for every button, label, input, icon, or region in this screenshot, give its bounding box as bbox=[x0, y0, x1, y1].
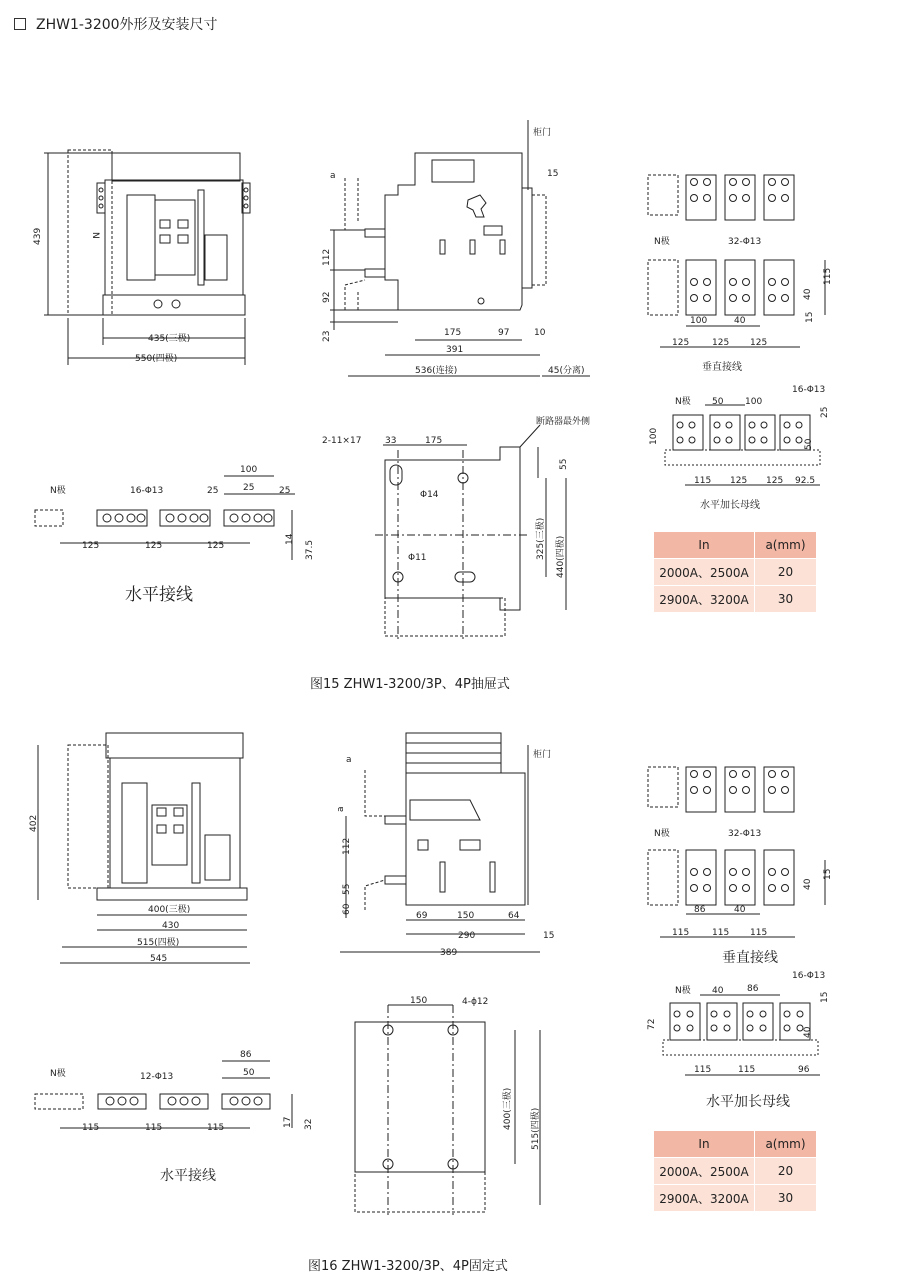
fig15-b-925: 92.5 bbox=[795, 476, 816, 486]
fig16-busbar bbox=[663, 995, 820, 1075]
table-cell: 20 bbox=[755, 559, 817, 586]
table-cell: 2000A、2500A bbox=[654, 559, 755, 586]
fig16-caption: 图16 ZHW1-3200/3P、4P固定式 bbox=[308, 1259, 508, 1274]
fig15-b-115: 115 bbox=[694, 476, 712, 486]
fig15-mount-440: 440(四极) bbox=[556, 535, 566, 578]
fig15-mount-slot: 2-11×17 bbox=[322, 436, 362, 446]
fig16-front-515: 515(四极) bbox=[137, 938, 180, 948]
table-cell: 30 bbox=[755, 586, 817, 613]
fig15-side-92: 92 bbox=[322, 291, 332, 303]
fig16-current-table bbox=[654, 1131, 816, 1211]
fig15-v-40b: 40 bbox=[803, 288, 813, 300]
fig16-h-17: 17 bbox=[283, 1116, 293, 1128]
fig16-b-holes: 16-Φ13 bbox=[792, 971, 826, 981]
fig15-mount-33: 33 bbox=[385, 436, 397, 446]
fig15-b-100: 100 bbox=[745, 397, 763, 407]
fig16-mount-515: 515(四极) bbox=[531, 1107, 541, 1150]
fig16-v-40: 40 bbox=[734, 905, 746, 915]
fig16-b-n: N极 bbox=[675, 986, 691, 996]
fig15-v-100: 100 bbox=[690, 316, 708, 326]
fig15-side-door: 柜门 bbox=[533, 128, 552, 138]
fig15-v-holes: 32-Φ13 bbox=[728, 237, 762, 247]
fig15-side-45: 45(分离) bbox=[548, 366, 585, 376]
table-header: a(mm) bbox=[755, 1131, 817, 1158]
fig16-front-view bbox=[38, 733, 250, 963]
fig16-front-height: 402 bbox=[29, 814, 39, 832]
fig15-b-n: N极 bbox=[675, 397, 691, 407]
fig16-v-115a: 115 bbox=[672, 928, 690, 938]
fig16-side-door: 柜门 bbox=[533, 750, 552, 760]
fig16-front-545: 545 bbox=[150, 954, 168, 964]
fig15-b-50v: 50 bbox=[804, 438, 814, 450]
fig15-h-125b: 125 bbox=[145, 541, 163, 551]
fig15-b-125a: 125 bbox=[730, 476, 748, 486]
fig16-h-n: N极 bbox=[50, 1069, 66, 1079]
table-row bbox=[654, 559, 816, 586]
fig15-h-14: 14 bbox=[285, 533, 295, 545]
fig15-v-40: 40 bbox=[734, 316, 746, 326]
fig16-side-a: a bbox=[346, 755, 352, 765]
fig15-vertical-label: 垂直接线 bbox=[702, 362, 742, 373]
page-title: ZHW1-3200外形及安装尺寸 bbox=[36, 17, 218, 33]
fig15-h-100: 100 bbox=[240, 465, 258, 475]
fig16-side-69: 69 bbox=[416, 911, 428, 921]
table-header: a(mm) bbox=[755, 532, 817, 559]
fig16-side-112: 112 bbox=[342, 837, 352, 855]
table-row bbox=[654, 1185, 816, 1212]
fig15-mount-325: 325(三极) bbox=[536, 517, 546, 560]
fig16-v-115c: 115 bbox=[750, 928, 768, 938]
fig15-h-holes: 16-Φ13 bbox=[130, 486, 164, 496]
fig15-mount-phi11: Φ11 bbox=[408, 553, 427, 563]
fig15-mount-phi14: Φ14 bbox=[420, 490, 439, 500]
table-cell: 2000A、2500A bbox=[654, 1158, 755, 1185]
table-header: In bbox=[654, 532, 755, 559]
table-row bbox=[654, 586, 816, 613]
fig16-b-115b: 115 bbox=[738, 1065, 756, 1075]
fig16-vertical-label: 垂直接线 bbox=[722, 950, 778, 966]
fig15-mount-55: 55 bbox=[559, 458, 569, 470]
fig16-v-115b: 115 bbox=[712, 928, 730, 938]
fig16-h-115c: 115 bbox=[207, 1123, 225, 1133]
fig16-v-n: N极 bbox=[654, 829, 670, 839]
fig15-side-23: 23 bbox=[322, 330, 332, 342]
fig16-side-290: 290 bbox=[458, 931, 476, 941]
fig16-v-86: 86 bbox=[694, 905, 706, 915]
fig15-h-25a: 25 bbox=[207, 486, 219, 496]
fig15-h-25c: 25 bbox=[279, 486, 291, 496]
fig15-horizontal-title: 水平接线 bbox=[125, 585, 193, 605]
fig16-h-32: 32 bbox=[304, 1118, 314, 1130]
fig15-mount-175: 175 bbox=[425, 436, 443, 446]
table-cell: 20 bbox=[755, 1158, 817, 1185]
fig15-v-125b: 125 bbox=[712, 338, 730, 348]
fig15-b-100v: 100 bbox=[649, 427, 659, 445]
fig16-b-72: 72 bbox=[647, 1018, 657, 1030]
fig15-mount-outer: 断路器最外侧 bbox=[536, 417, 591, 427]
fig16-b-96: 96 bbox=[798, 1065, 810, 1075]
fig16-v-15: 15 bbox=[823, 868, 833, 880]
fig16-v-holes: 32-Φ13 bbox=[728, 829, 762, 839]
fig15-v-115: 115 bbox=[823, 267, 833, 285]
fig16-h-115b: 115 bbox=[145, 1123, 163, 1133]
fig16-side-150: 150 bbox=[457, 911, 475, 921]
fig16-side-15: 15 bbox=[543, 931, 555, 941]
fig16-b-15: 15 bbox=[820, 991, 830, 1003]
fig15-b-125b: 125 bbox=[766, 476, 784, 486]
fig16-side-a2: a bbox=[336, 806, 346, 812]
fig16-b-115a: 115 bbox=[694, 1065, 712, 1075]
fig16-side-389: 389 bbox=[440, 948, 458, 958]
fig15-side-15: 15 bbox=[547, 169, 559, 179]
fig15-b-25: 25 bbox=[820, 406, 830, 418]
fig15-side-a: a bbox=[330, 171, 336, 181]
fig15-front-width-4p: 550(四极) bbox=[135, 354, 178, 364]
fig15-side-175: 175 bbox=[444, 328, 462, 338]
fig16-b-86: 86 bbox=[747, 984, 759, 994]
table-cell: 2900A、3200A bbox=[654, 586, 755, 613]
fig15-side-10: 10 bbox=[534, 328, 546, 338]
fig16-mount-150: 150 bbox=[410, 996, 428, 1006]
fig15-v-125a: 125 bbox=[672, 338, 690, 348]
fig15-h-375: 37.5 bbox=[305, 539, 315, 560]
fig15-front-width-3p: 435(三极) bbox=[148, 334, 191, 344]
fig15-h-125c: 125 bbox=[207, 541, 225, 551]
fig15-front-n-label: N bbox=[90, 232, 100, 239]
table-row bbox=[654, 1158, 816, 1185]
fig15-horizontal-wiring bbox=[35, 476, 295, 560]
fig15-b-holes: 16-Φ13 bbox=[792, 385, 826, 395]
fig15-side-112: 112 bbox=[322, 248, 332, 266]
fig15-side-536: 536(连接) bbox=[415, 366, 458, 376]
table-cell: 30 bbox=[755, 1185, 817, 1212]
fig16-side-60: 60 bbox=[342, 903, 352, 915]
fig15-v-125c: 125 bbox=[750, 338, 768, 348]
fig15-front-view bbox=[44, 150, 250, 365]
fig15-v-n: N极 bbox=[654, 237, 670, 247]
fig15-busbar-label: 水平加长母线 bbox=[700, 500, 760, 511]
fig16-h-86: 86 bbox=[240, 1050, 252, 1060]
fig16-b-40v: 40 bbox=[803, 1026, 813, 1038]
table-cell: 2900A、3200A bbox=[654, 1185, 755, 1212]
fig16-b-40: 40 bbox=[712, 986, 724, 996]
fig15-side-97: 97 bbox=[498, 328, 510, 338]
fig15-h-125a: 125 bbox=[82, 541, 100, 551]
fig16-horizontal-title: 水平接线 bbox=[160, 1168, 216, 1184]
fig16-v-40b: 40 bbox=[803, 878, 813, 890]
fig15-front-height: 439 bbox=[33, 227, 43, 245]
fig16-front-400: 400(三极) bbox=[148, 905, 191, 915]
fig15-busbar bbox=[665, 405, 820, 485]
fig15-side-391: 391 bbox=[446, 345, 464, 355]
fig16-h-50: 50 bbox=[243, 1068, 255, 1078]
fig16-busbar-label: 水平加长母线 bbox=[706, 1094, 790, 1110]
fig16-h-holes: 12-Φ13 bbox=[140, 1072, 174, 1082]
fig15-h-25b: 25 bbox=[243, 483, 255, 493]
fig16-h-115a: 115 bbox=[82, 1123, 100, 1133]
fig15-current-table bbox=[654, 532, 816, 612]
fig15-v-15: 15 bbox=[805, 311, 815, 323]
fig15-b-50: 50 bbox=[712, 397, 724, 407]
fig15-caption: 图15 ZHW1-3200/3P、4P抽屉式 bbox=[310, 677, 510, 692]
fig16-side-55: 55 bbox=[342, 883, 352, 895]
fig16-mount-400: 400(三极) bbox=[503, 1087, 513, 1130]
fig16-side-64: 64 bbox=[508, 911, 520, 921]
fig16-mount-holes: 4-ϕ12 bbox=[462, 997, 489, 1007]
fig15-h-n: N极 bbox=[50, 486, 66, 496]
table-header: In bbox=[654, 1131, 755, 1158]
fig16-front-430: 430 bbox=[162, 921, 180, 931]
